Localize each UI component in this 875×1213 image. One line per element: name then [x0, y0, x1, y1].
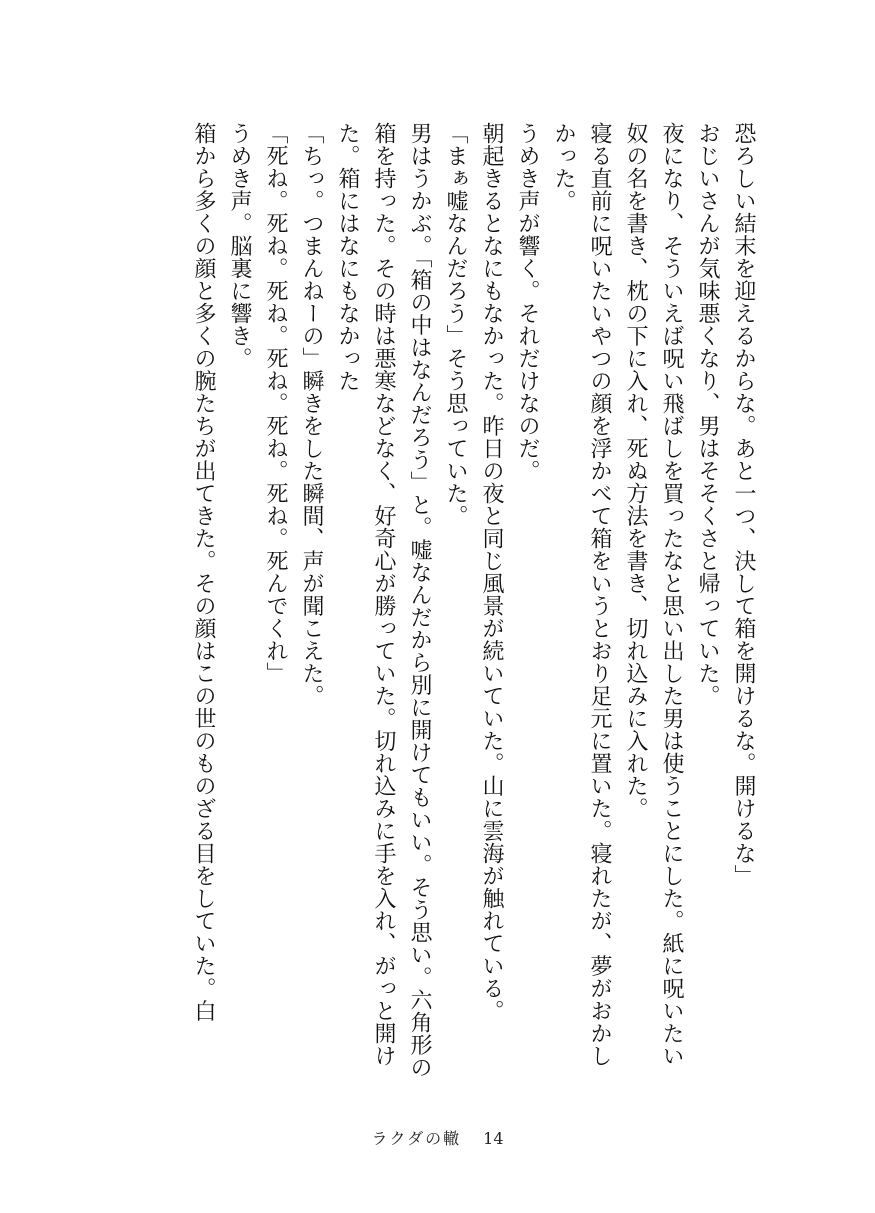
- text-line: 「まぁ嘘なんだろう」そう思っていた。: [443, 122, 468, 527]
- body-text: [185, 122, 761, 1087]
- page-footer: [0, 1126, 875, 1149]
- text-line: 朝起きるとなにもなかった。昨日の夜と同じ風景が続いていた。山に雲海が触れている。: [479, 122, 504, 1022]
- text-line: おじいさんが気味悪くなり、男はそそくさと帰っていた。: [695, 122, 720, 707]
- text-line: 夜になり、そういえば呪い飛ばしを買ったなと思い出した男は使うことにした。紙に呪いたい奴の名を書き、枕の下に入れ、死ぬ方法を書き、切れ込みに入れた。: [623, 122, 684, 1067]
- text-line: うめき声。脳裏に響き。: [227, 122, 252, 370]
- text-line: 男はうかぶ。「箱の中はなんだろう」と。嘘なんだから別に開けてもいい。そう思い。六角形の箱を持った。その時は悪寒などなく、好奇心が勝っていた。切れ込みに手を入れ、がっと開けた。箱にはなにもなかった: [335, 122, 432, 1079]
- text-line: 箱から多くの顔と多くの腕たちが出てきた。その顔はこの世のものざる目をしていた。白: [191, 122, 216, 1022]
- text-line: 「ちっ。つまんねーの」瞬きをした瞬間、声が聞こえた。: [299, 122, 324, 707]
- text-line: 恐ろしい結末を迎えるからな。あと一つ、決して箱を開けるな。開けるな」: [731, 122, 756, 887]
- text-line: うめき声が響く。それだけなのだ。: [515, 122, 540, 482]
- book-title: ラクダの轍: [371, 1129, 462, 1148]
- text-line: 寝る直前に呪いたいやつの顔を浮かべて箱をいうとおり足元に置いた。寝れたが、夢がおかしかった。: [551, 122, 612, 1067]
- page-number: 14: [483, 1129, 504, 1148]
- text-line: 「死ね。死ね。死ね。死ね。死ね。死ね。死んでくれ」: [263, 122, 288, 685]
